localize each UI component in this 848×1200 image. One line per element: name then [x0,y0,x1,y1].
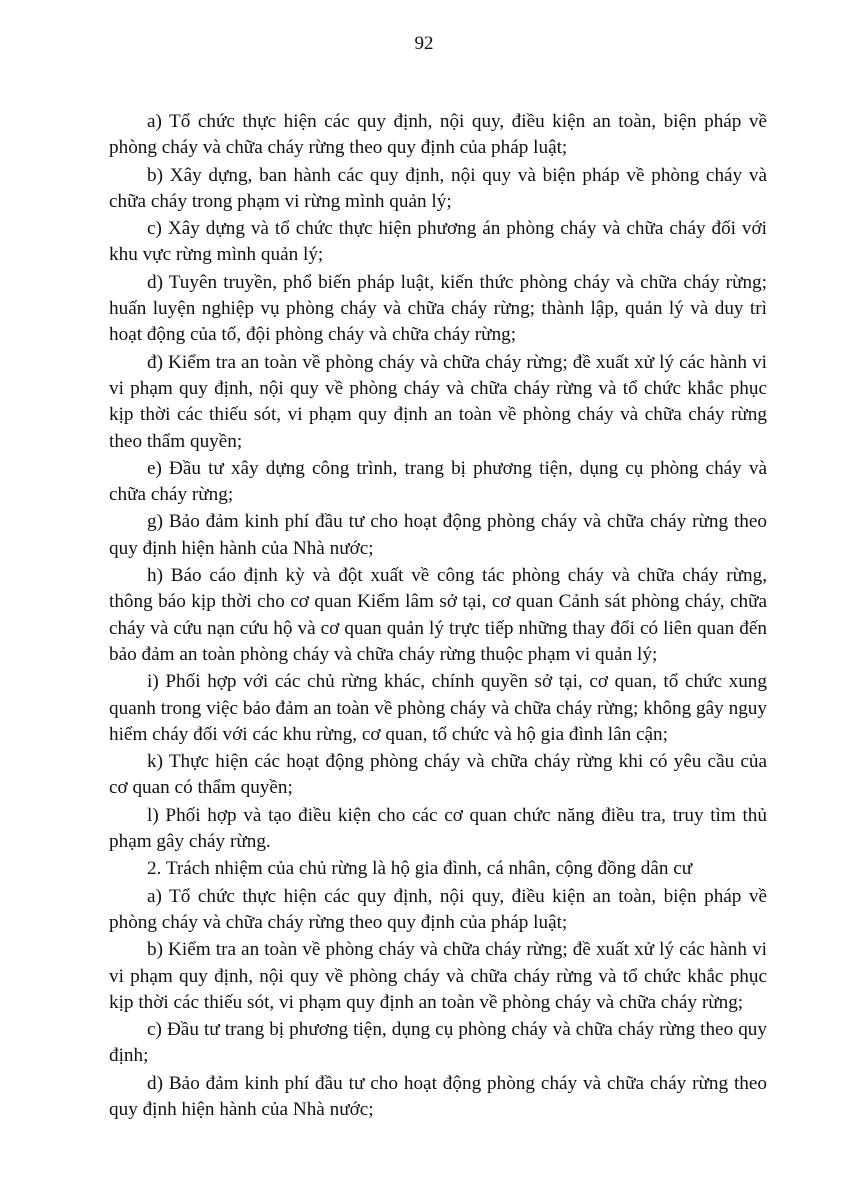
paragraph-2c-equipment: c) Đầu tư trang bị phương tiện, dụng cụ phòng cháy và chữa cháy rừng theo quy định; [109,1019,767,1067]
paragraph-1h-reporting: h) Báo cáo định kỳ và đột xuất về công tác phòng cháy và chữa cháy rừng, thông báo kịp thời cho cơ quan Kiểm lâm sở tại, cơ quan Cảnh sát phòng cháy, chữa cháy và cứu nạn cứu hộ và cơ quan quản lý trực tiếp những thay đổi có liên quan đến bảo đảm an toàn phòng cháy và chữa cháy rừng thuộc phạm vi quản lý; [109,565,767,665]
paragraph-1a-implement-regulations: a) Tổ chức thực hiện các quy định, nội quy, điều kiện an toàn, biện pháp về phòng cháy và chữa cháy rừng theo quy định của pháp luật; [109,111,767,159]
paragraph-1d-propaganda-training: d) Tuyên truyền, phổ biến pháp luật, kiến thức phòng cháy và chữa cháy rừng; huấn luyện nghiệp vụ phòng cháy và chữa cháy rừng; thành lập, quản lý và duy trì hoạt động của tổ, đội phòng cháy và chữa cháy rừng; [109,271,767,346]
paragraph-1e-investment: e) Đầu tư xây dựng công trình, trang bị phương tiện, dụng cụ phòng cháy và chữa cháy rừng; [109,457,767,506]
paragraph-1b-issue-regulations: b) Xây dựng, ban hành các quy định, nội quy và biện pháp về phòng cháy và chữa cháy trong phạm vi rừng mình quản lý; [109,164,767,212]
section-2-heading: 2. Trách nhiệm của chủ rừng là hộ gia đình, cá nhân, cộng đồng dân cư [147,858,693,880]
body-text [109,109,767,1124]
paragraph-1i-coordination: i) Phối hợp với các chủ rừng khác, chính quyền sở tại, cơ quan, tổ chức xung quanh trong việc bảo đảm an toàn về phòng cháy và chữa cháy rừng; không gây nguy hiểm cháy đối với các khu rừng, cơ quan, tổ chức và hộ gia đình lân cận; [109,671,767,745]
page-number: 92 [414,33,434,54]
paragraph-1dd-safety-inspection: đ) Kiểm tra an toàn về phòng cháy và chữa cháy rừng; đề xuất xử lý các hành vi vi phạm quy định, nội quy về phòng cháy và chữa cháy rừng và tổ chức khắc phục kịp thời các thiếu sót, vi phạm quy định an toàn về phòng cháy và chữa cháy rừng theo thẩm quyền; [109,351,767,452]
paragraph-2a-implement-regulations: a) Tổ chức thực hiện các quy định, nội quy, điều kiện an toàn, biện pháp về phòng cháy và chữa cháy rừng theo quy định của pháp luật; [109,885,767,933]
paragraph-1c-fire-plan: c) Xây dựng và tổ chức thực hiện phương án phòng cháy và chữa cháy đối với khu vực rừng mình quản lý; [109,218,767,266]
paragraph-1k-activities: k) Thực hiện các hoạt động phòng cháy và chữa cháy rừng khi có yêu cầu của cơ quan có thẩm quyền; [109,751,767,799]
paragraph-2d-funding: d) Bảo đảm kinh phí đầu tư cho hoạt động phòng cháy và chữa cháy rừng theo quy định hiện hành của Nhà nước; [109,1072,767,1120]
paragraph-2b-safety-inspection: b) Kiểm tra an toàn về phòng cháy và chữa cháy rừng; đề xuất xử lý các hành vi vi phạm quy định, nội quy về phòng cháy và chữa cháy rừng và tổ chức khắc phục kịp thời các thiếu sót, vi phạm quy định an toàn về phòng cháy và chữa cháy rừng; [109,939,767,1013]
paragraph-1l-investigation: l) Phối hợp và tạo điều kiện cho các cơ quan chức năng điều tra, truy tìm thủ phạm gây cháy rừng. [109,804,767,853]
paragraph-1g-funding: g) Bảo đảm kinh phí đầu tư cho hoạt động phòng cháy và chữa cháy rừng theo quy định hiện hành của Nhà nước; [109,511,767,559]
